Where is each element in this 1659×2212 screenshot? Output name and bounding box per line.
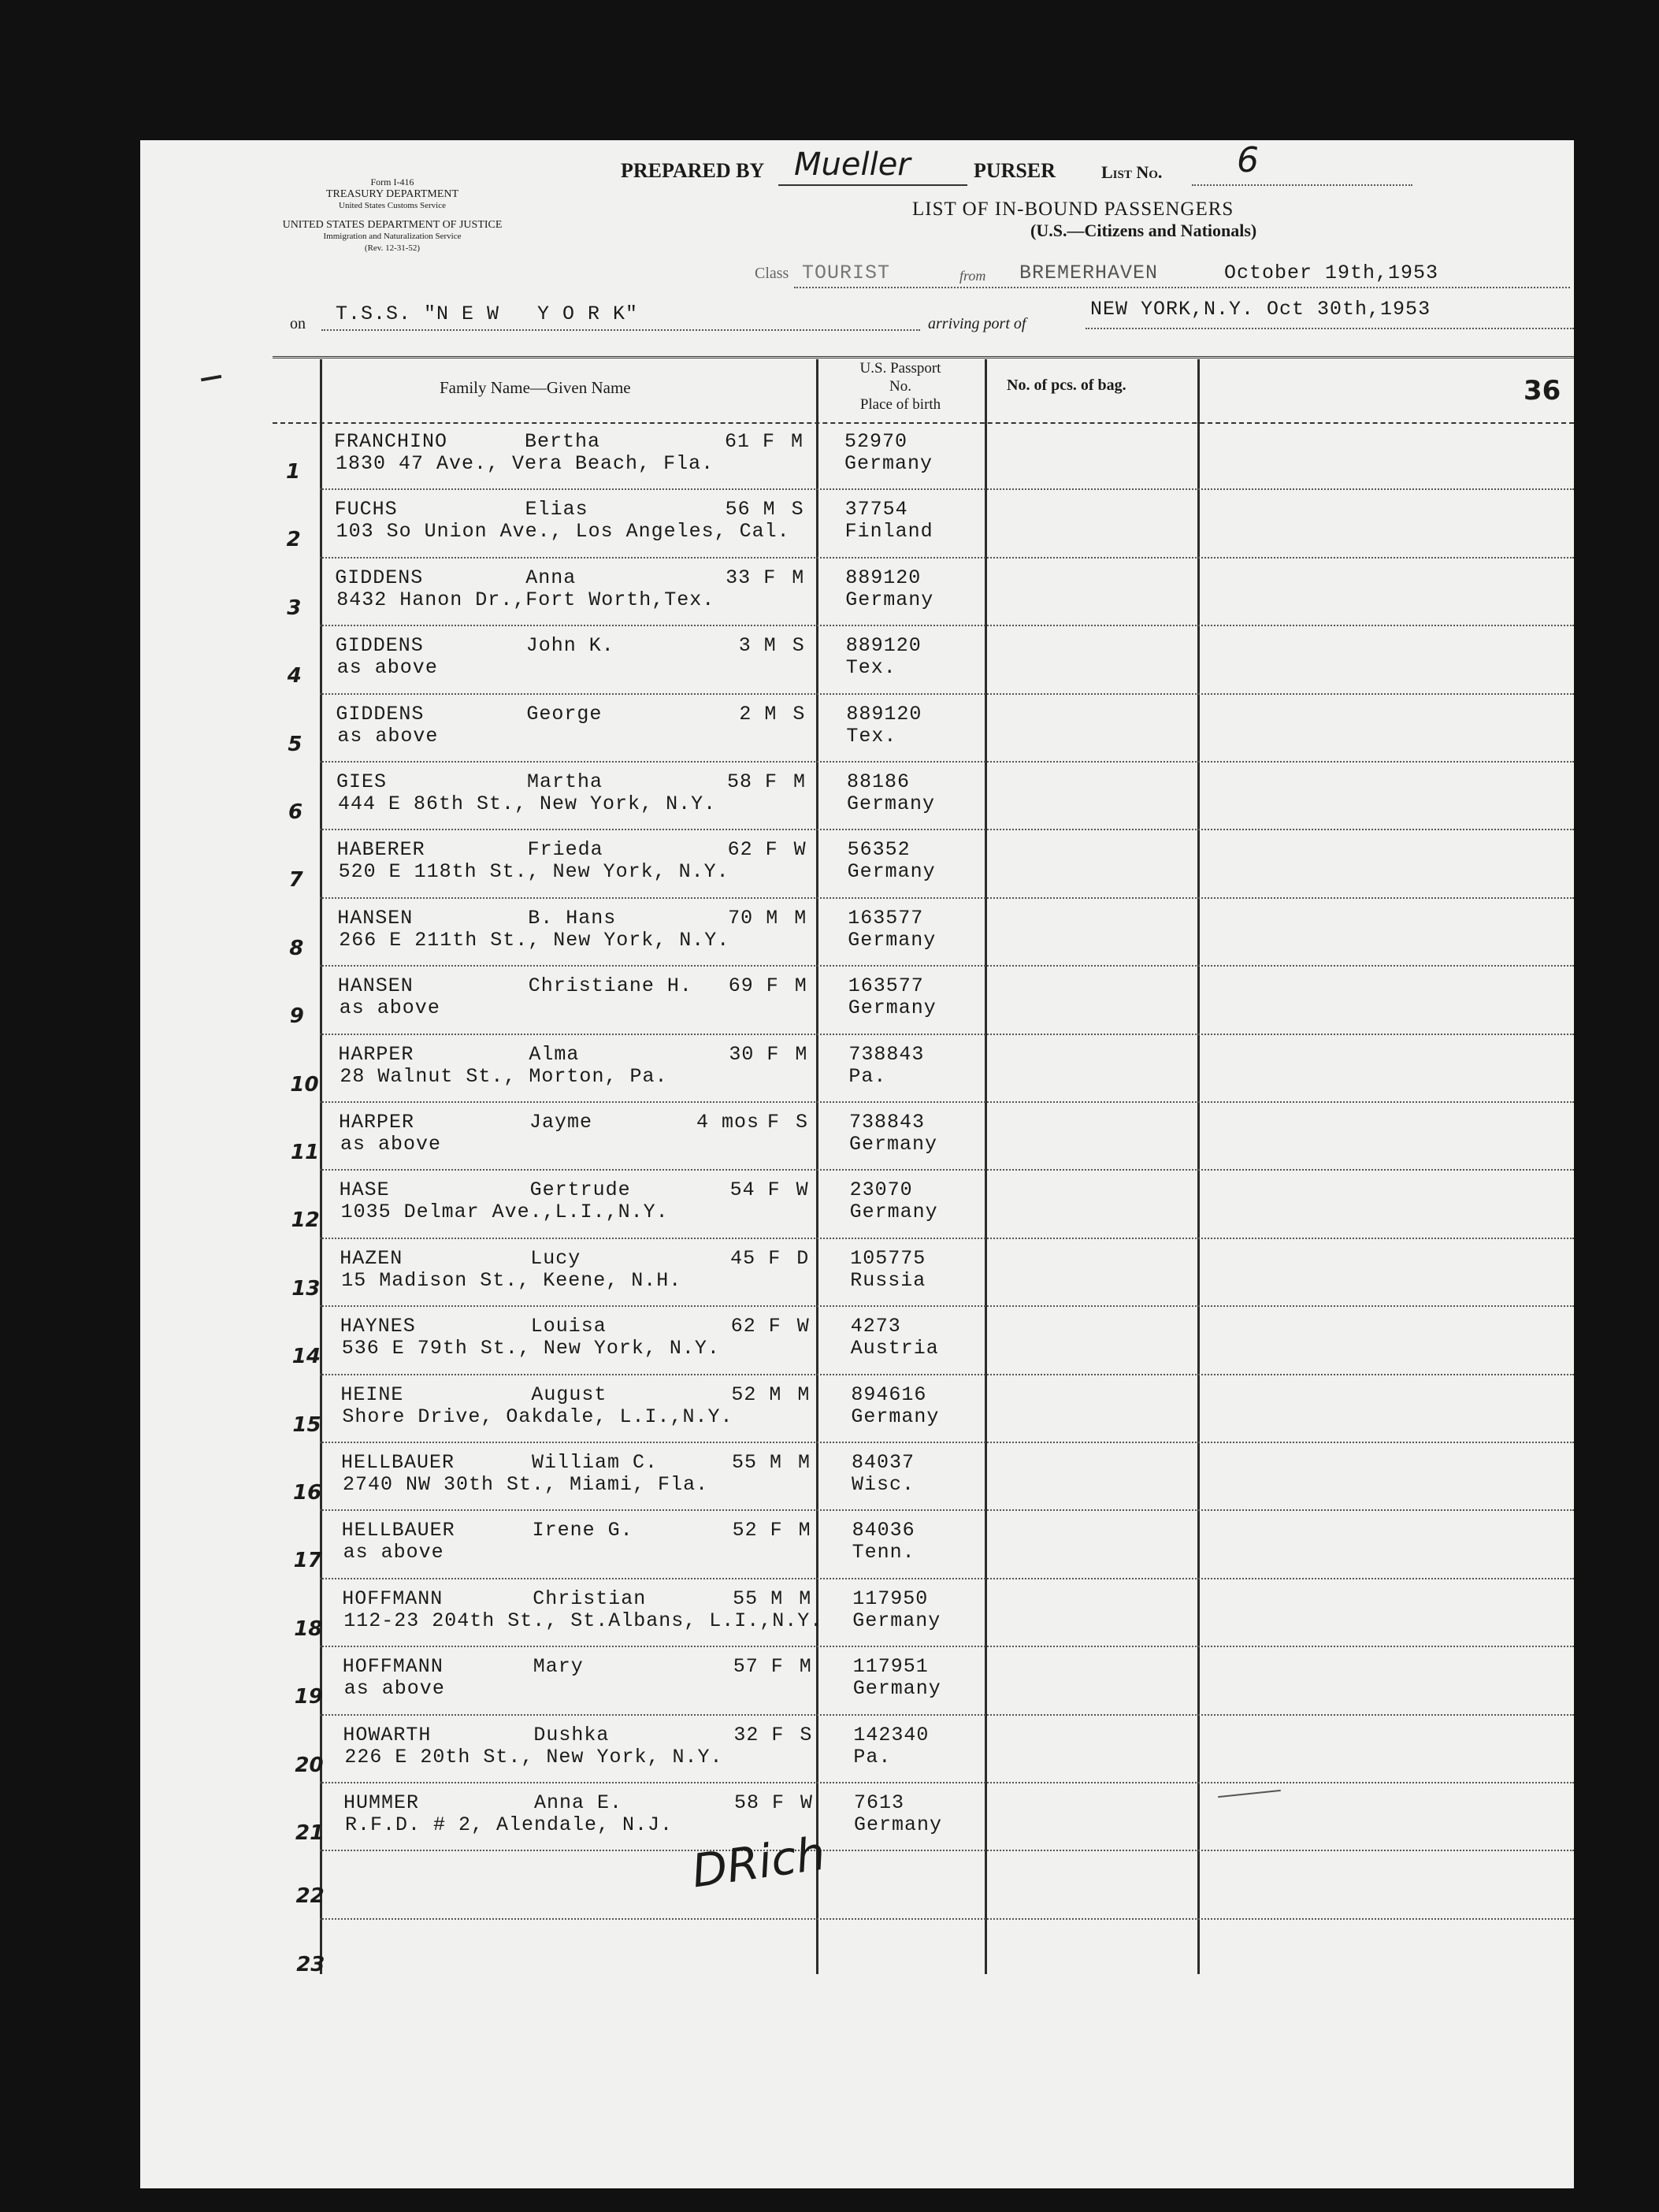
table-row xyxy=(140,1854,1574,1922)
row-number: 21 xyxy=(295,1821,325,1845)
passport-number: 105775 xyxy=(850,1246,926,1270)
page-number: 36 xyxy=(1524,375,1561,406)
signature: DRich xyxy=(688,1826,829,1898)
row-number: 17 xyxy=(293,1549,322,1573)
table-row xyxy=(140,1583,1574,1650)
address: 8432 Hanon Dr.,Fort Worth,Tex. xyxy=(336,588,715,611)
justice-block xyxy=(251,219,534,254)
address: as above xyxy=(336,656,438,680)
from-value: BREMERHAVEN xyxy=(1019,262,1159,284)
list-no-value: 6 xyxy=(1237,140,1259,180)
passport-number: 738843 xyxy=(849,1111,926,1134)
birthplace: Germany xyxy=(847,792,936,815)
birthplace: Germany xyxy=(852,1609,941,1632)
family-name: HANSEN xyxy=(337,906,414,930)
given-name: Frieda xyxy=(527,838,603,862)
address: as above xyxy=(343,1541,444,1564)
family-name: HAZEN xyxy=(340,1246,403,1270)
address: 1830 47 Ave., Vera Beach, Fla. xyxy=(336,452,714,475)
family-name: FRANCHINO xyxy=(334,430,448,453)
sex: F xyxy=(768,1315,781,1338)
table-row xyxy=(140,1379,1574,1446)
table-row xyxy=(140,766,1574,833)
given-name: Gertrude xyxy=(529,1178,631,1202)
row-separator xyxy=(320,1101,1574,1103)
row-separator xyxy=(320,557,1574,559)
table-row xyxy=(140,833,1574,901)
table-row xyxy=(140,902,1574,970)
birthplace: Germany xyxy=(848,997,937,1020)
row-separator xyxy=(320,625,1574,626)
marital-status: M xyxy=(797,1382,811,1406)
sex: F xyxy=(770,1519,783,1542)
address: 2740 NW 30th St., Miami, Fla. xyxy=(343,1473,709,1496)
row-number: 18 xyxy=(294,1616,323,1641)
family-name: HARPER xyxy=(338,1042,414,1066)
sex: M xyxy=(769,1382,782,1406)
sex: M xyxy=(766,906,779,930)
row-number: 2 xyxy=(286,528,301,552)
table-row xyxy=(140,1787,1574,1854)
ship-value: T.S.S. "N E W Y O R K" xyxy=(336,302,639,325)
sex: F xyxy=(766,1042,780,1066)
given-name: August xyxy=(531,1382,607,1406)
age: 52 xyxy=(731,1382,757,1406)
margin-mark xyxy=(201,375,223,389)
given-name: Lucy xyxy=(530,1246,581,1270)
row-separator xyxy=(320,1782,1574,1783)
family-name: HANSEN xyxy=(337,974,414,998)
family-name: HELLBAUER xyxy=(341,1519,455,1542)
passport-number: 84037 xyxy=(852,1451,915,1474)
passport-number: 84036 xyxy=(852,1519,915,1542)
age: 54 xyxy=(729,1178,755,1202)
table-row xyxy=(140,1242,1574,1310)
sex: F xyxy=(770,1655,784,1679)
age: 33 xyxy=(726,566,752,589)
birthplace: Germany xyxy=(854,1813,943,1836)
given-name: Anna xyxy=(525,566,577,589)
table-top-rule xyxy=(273,356,1574,358)
passport-number: 889120 xyxy=(846,702,922,726)
table-row xyxy=(140,1174,1574,1241)
age: 52 xyxy=(732,1519,758,1542)
marital-status: M xyxy=(793,770,807,793)
list-title: LIST OF IN-BOUND PASSENGERS xyxy=(912,199,1234,220)
marital-status: S xyxy=(800,1723,813,1746)
purser-label: PURSER xyxy=(974,159,1056,182)
family-name: HABERER xyxy=(336,838,425,862)
passport-number: 738843 xyxy=(848,1042,925,1066)
address: 112-23 204th St., St.Albans, L.I.,N.Y. xyxy=(343,1609,823,1632)
sex: F xyxy=(765,770,778,793)
row-separator xyxy=(320,897,1574,899)
form-number: Form I-416 xyxy=(370,176,414,187)
sex: F xyxy=(768,1246,781,1270)
class-value: TOURIST xyxy=(802,262,891,284)
birthplace: Finland xyxy=(844,520,933,544)
row-separator xyxy=(320,1509,1574,1511)
given-name: Mary xyxy=(533,1655,584,1679)
age: 55 xyxy=(733,1587,759,1610)
birthplace: Germany xyxy=(848,928,937,952)
agency-block xyxy=(282,176,503,212)
marital-status: W xyxy=(796,1315,810,1338)
table-row xyxy=(140,1446,1574,1514)
row-number: 19 xyxy=(294,1685,323,1709)
family-name: GIDDENS xyxy=(335,566,424,589)
birthplace: Pa. xyxy=(853,1745,892,1768)
passport-number: 23070 xyxy=(849,1178,913,1202)
sex: M xyxy=(763,634,777,658)
address: 15 Madison St., Keene, N.H. xyxy=(341,1268,682,1292)
prepared-by-value: Mueller xyxy=(794,147,911,183)
treasury-dept: TREASURY DEPARTMENT xyxy=(325,188,459,200)
age: 4 mos xyxy=(696,1111,760,1134)
birthplace: Germany xyxy=(849,1201,938,1224)
passport-number: 117951 xyxy=(852,1655,929,1679)
row-number: 12 xyxy=(291,1208,320,1233)
given-name: Anna E. xyxy=(534,1791,623,1814)
address: 28 Walnut St., Morton, Pa. xyxy=(340,1064,668,1088)
passport-number: 7613 xyxy=(854,1791,905,1814)
family-name: GIES xyxy=(336,770,388,793)
age: 57 xyxy=(733,1655,759,1679)
birthplace: Germany xyxy=(844,452,933,475)
date-value: October 19th,1953 xyxy=(1224,262,1439,284)
marital-status: W xyxy=(796,1178,809,1202)
justice-dept: UNITED STATES DEPARTMENT OF JUSTICE xyxy=(282,219,503,231)
address: 520 E 118th St., New York, N.Y. xyxy=(338,860,729,884)
row-number: 7 xyxy=(288,868,303,893)
family-name: HOFFMANN xyxy=(342,1587,444,1610)
row-separator xyxy=(320,1918,1574,1920)
row-number: 22 xyxy=(295,1884,325,1909)
table-row xyxy=(140,1719,1574,1787)
sex: F xyxy=(771,1723,785,1746)
marital-status: S xyxy=(791,498,804,521)
row-separator xyxy=(320,488,1574,490)
sex: F xyxy=(767,1111,781,1134)
sex: F xyxy=(766,974,779,998)
marital-status: S xyxy=(792,634,805,658)
marital-status: S xyxy=(792,702,806,726)
passport-number: 163577 xyxy=(848,906,924,930)
row-separator xyxy=(320,761,1574,763)
birthplace: Tex. xyxy=(845,656,896,680)
passport-number: 56352 xyxy=(847,838,911,862)
age: 32 xyxy=(733,1723,759,1746)
arriving-label: arriving port of xyxy=(928,315,1026,332)
birthplace: Germany xyxy=(847,860,936,884)
marital-status: M xyxy=(799,1587,812,1610)
address: Shore Drive, Oakdale, L.I.,N.Y. xyxy=(342,1405,733,1428)
name-column-header: Family Name—Given Name xyxy=(440,378,631,397)
row-separator xyxy=(320,829,1574,830)
sex: F xyxy=(772,1791,785,1814)
table-row xyxy=(140,1038,1574,1106)
table-row xyxy=(140,425,1574,493)
row-number: 20 xyxy=(295,1753,324,1777)
row-separator xyxy=(320,1442,1574,1443)
on-label: on xyxy=(290,315,306,332)
age: 70 xyxy=(728,906,754,930)
marital-status: M xyxy=(794,974,807,998)
age: 62 xyxy=(727,838,753,862)
birthplace: Tex. xyxy=(846,724,897,748)
row-separator xyxy=(320,1238,1574,1239)
given-name: Bertha xyxy=(525,430,601,453)
given-name: Louisa xyxy=(530,1315,607,1338)
table-row xyxy=(140,493,1574,561)
row-separator xyxy=(320,693,1574,695)
passport-number: 889120 xyxy=(845,634,922,658)
sex: F xyxy=(765,838,778,862)
passport-number: 52970 xyxy=(844,430,908,453)
address: 536 E 79th St., New York, N.Y. xyxy=(341,1337,720,1360)
list-no-line xyxy=(1192,184,1412,186)
age: 58 xyxy=(726,770,752,793)
passport-number: 142340 xyxy=(853,1723,930,1746)
address: 266 E 211th St., New York, N.Y. xyxy=(339,928,730,952)
birthplace: Pa. xyxy=(848,1064,887,1088)
header-bottom-rule xyxy=(273,422,1574,424)
age: 56 xyxy=(725,498,751,521)
family-name: HOWARTH xyxy=(343,1723,432,1746)
customs-service: United States Customs Service xyxy=(339,201,446,210)
address: 1035 Delmar Ave.,L.I.,N.Y. xyxy=(340,1201,669,1224)
birthplace: Tenn. xyxy=(852,1541,915,1564)
table-row xyxy=(140,629,1574,697)
bags-column-header: No. of pcs. of bag. xyxy=(1007,377,1126,394)
prepared-by-line xyxy=(778,184,967,186)
given-name: William C. xyxy=(532,1451,659,1474)
passport-column-header xyxy=(819,359,982,414)
row-number: 13 xyxy=(291,1276,321,1301)
birthplace: Russia xyxy=(850,1268,926,1292)
address: 103 So Union Ave., Los Angeles, Cal. xyxy=(336,520,790,544)
age: 55 xyxy=(731,1451,757,1474)
row-number: 16 xyxy=(293,1481,322,1505)
given-name: Jayme xyxy=(529,1111,593,1134)
row-number: 4 xyxy=(287,664,302,688)
marital-status: M xyxy=(795,1042,808,1066)
row-number: 23 xyxy=(296,1952,325,1976)
table-row xyxy=(140,1310,1574,1378)
passenger-list-sheet xyxy=(140,140,1574,2188)
row-separator xyxy=(320,1034,1574,1035)
age: 61 xyxy=(724,430,750,453)
row-number: 9 xyxy=(289,1004,304,1029)
birthplace: Wisc. xyxy=(852,1473,915,1496)
marital-status: M xyxy=(792,566,805,589)
sex: F xyxy=(763,566,777,589)
age: 69 xyxy=(728,974,754,998)
given-name: Dushka xyxy=(533,1723,610,1746)
passport-number: 163577 xyxy=(848,974,924,998)
passport-header-line-3: Place of birth xyxy=(859,396,941,413)
age: 58 xyxy=(733,1791,759,1814)
birthplace: Germany xyxy=(852,1677,941,1701)
sex: M xyxy=(763,498,776,521)
row-separator xyxy=(320,1850,1574,1851)
address: 226 E 20th St., New York, N.Y. xyxy=(344,1745,723,1768)
age: 45 xyxy=(730,1246,756,1270)
list-subtitle: (U.S.—Citizens and Nationals) xyxy=(1030,221,1257,240)
marital-status: S xyxy=(796,1111,809,1134)
table-row xyxy=(140,970,1574,1037)
marital-status: M xyxy=(799,1655,812,1679)
address: as above xyxy=(340,1133,442,1156)
class-line xyxy=(794,287,1570,288)
birthplace: Germany xyxy=(849,1133,938,1156)
marital-status: M xyxy=(798,1451,811,1474)
ins-service: Immigration and Naturalization Service xyxy=(323,232,462,241)
marital-status: D xyxy=(796,1246,810,1270)
birthplace: Germany xyxy=(851,1405,940,1428)
family-name: HELLBAUER xyxy=(341,1451,455,1474)
sex: F xyxy=(763,430,776,453)
marital-status: W xyxy=(793,838,807,862)
passport-number: 889120 xyxy=(845,566,922,589)
table-row xyxy=(140,1650,1574,1718)
row-number: 5 xyxy=(288,732,302,756)
address: R.F.D. # 2, Alendale, N.J. xyxy=(345,1813,674,1836)
row-separator xyxy=(320,1578,1574,1579)
row-number: 11 xyxy=(291,1141,320,1164)
given-name: Christiane H. xyxy=(528,974,692,998)
address: as above xyxy=(337,724,439,748)
marital-status: M xyxy=(791,430,804,453)
ship-line xyxy=(321,329,920,331)
address: 444 E 86th St., New York, N.Y. xyxy=(338,792,717,815)
family-name: HAYNES xyxy=(340,1315,416,1338)
revision-date: (Rev. 12-31-52) xyxy=(364,243,421,253)
from-label: from xyxy=(959,268,986,284)
given-name: John K. xyxy=(525,634,614,658)
prepared-by-label: PREPARED BY xyxy=(621,159,765,182)
address: as above xyxy=(343,1677,445,1701)
family-name: HOFFMANN xyxy=(342,1655,444,1679)
row-separator xyxy=(320,1714,1574,1716)
row-separator xyxy=(320,1305,1574,1307)
table-row xyxy=(140,1106,1574,1174)
age: 3 xyxy=(738,634,752,658)
age: 62 xyxy=(730,1315,756,1338)
marital-status: M xyxy=(798,1519,811,1542)
age: 30 xyxy=(729,1042,755,1066)
table-row xyxy=(140,1514,1574,1582)
age: 2 xyxy=(739,702,752,726)
birthplace: Austria xyxy=(850,1337,939,1360)
family-name: HUMMER xyxy=(343,1791,420,1814)
table-row xyxy=(140,562,1574,629)
marital-status: M xyxy=(794,906,807,930)
arrival-value: NEW YORK,N.Y. Oct 30th,1953 xyxy=(1090,298,1431,321)
family-name: HASE xyxy=(339,1178,390,1202)
passport-header-line-2: No. xyxy=(889,378,911,395)
passport-number: 88186 xyxy=(847,770,911,793)
class-label: Class xyxy=(755,265,789,282)
row-number: 8 xyxy=(289,936,304,960)
given-name: Christian xyxy=(533,1587,647,1610)
family-name: GIDDENS xyxy=(335,634,424,658)
row-number: 10 xyxy=(290,1072,319,1097)
row-number: 3 xyxy=(287,596,302,620)
sex: M xyxy=(770,1451,783,1474)
row-separator xyxy=(320,1374,1574,1375)
given-name: Elias xyxy=(525,498,588,521)
sex: F xyxy=(767,1178,781,1202)
passport-number: 894616 xyxy=(851,1382,927,1406)
row-separator xyxy=(320,1169,1574,1171)
table-row xyxy=(140,1923,1574,1991)
passport-number: 37754 xyxy=(844,498,908,521)
passport-header-line-1: U.S. Passport xyxy=(859,360,941,377)
address: as above xyxy=(339,997,440,1020)
arrival-line xyxy=(1086,328,1574,329)
family-name: GIDDENS xyxy=(336,702,425,726)
marital-status: W xyxy=(800,1791,814,1814)
birthplace: Germany xyxy=(845,588,934,611)
passport-number: 117950 xyxy=(852,1587,929,1610)
passport-number: 4273 xyxy=(850,1315,901,1338)
row-number: 14 xyxy=(291,1345,321,1369)
given-name: B. Hans xyxy=(528,906,617,930)
row-separator xyxy=(320,1646,1574,1647)
family-name: HARPER xyxy=(339,1111,415,1134)
given-name: Martha xyxy=(527,770,603,793)
row-number: 6 xyxy=(288,800,303,824)
row-number: 1 xyxy=(286,460,301,484)
sex: M xyxy=(764,702,778,726)
family-name: FUCHS xyxy=(334,498,398,521)
table-row xyxy=(140,698,1574,766)
list-no-label: List No. xyxy=(1101,162,1163,182)
given-name: George xyxy=(526,702,603,726)
given-name: Irene G. xyxy=(532,1519,633,1542)
sex: M xyxy=(770,1587,784,1610)
given-name: Alma xyxy=(529,1042,580,1066)
row-separator xyxy=(320,965,1574,967)
family-name: HEINE xyxy=(340,1382,404,1406)
row-number: 15 xyxy=(292,1412,321,1437)
